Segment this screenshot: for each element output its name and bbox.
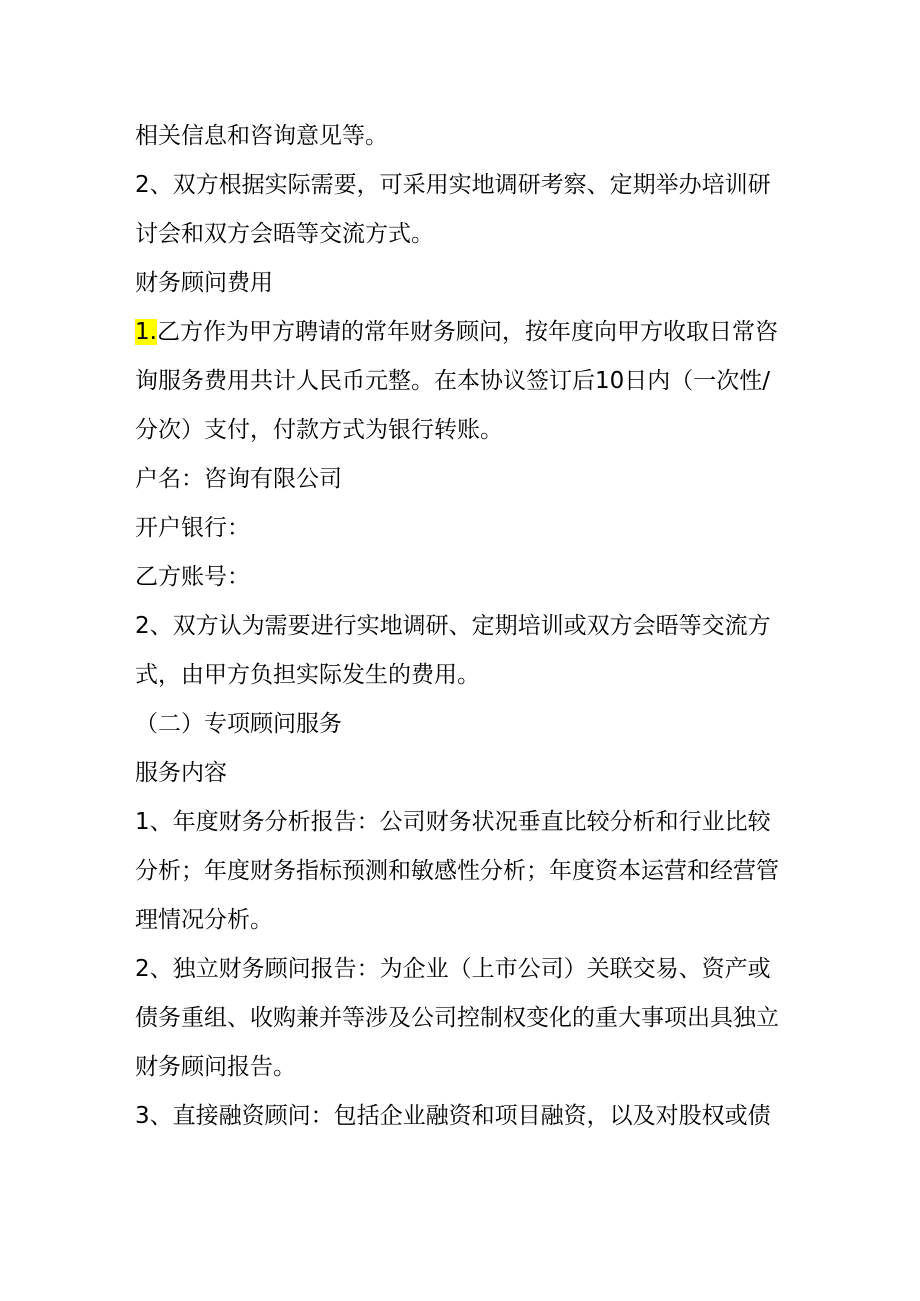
text-line: 2、双方认为需要进行实地调研、定期培训或双方会晤等交流方 [135,613,771,639]
text-line: 2、独立财务顾问报告：为企业（上市公司）关联交易、资产或 [135,956,771,982]
document-body [135,112,795,1141]
highlighted-list-marker: 1. [135,319,157,345]
account-name: 户名：咨询有限公司 [135,466,342,492]
text-line: 债务重组、收购兼并等涉及公司控制权变化的重大事项出具独立 [135,1005,779,1031]
text-line: 财务顾问报告。 [135,1054,296,1080]
text-line: 1、年度财务分析报告：公司财务状况垂直比较分析和行业比较 [135,809,771,835]
text-line [135,308,795,357]
text-line-content: 乙方作为甲方聘请的常年财务顾问，按年度向甲方收取日常咨 [156,319,778,345]
text-line: 相关信息和咨询意见等。 [135,123,388,149]
text-line: 3、直接融资顾问：包括企业融资和项目融资，以及对股权或债 [135,1103,771,1129]
section-heading: （二）专项顾问服务 [135,711,342,737]
text-line: 询服务费用共计人民币元整。在本协议签订后10日内（一次性/ [135,368,771,394]
bank-name: 开户银行： [135,515,250,541]
section-heading: 服务内容 [135,760,227,786]
text-line: 分析；年度财务指标预测和敏感性分析；年度资本运营和经营管 [135,858,779,884]
section-heading: 财务顾问费用 [135,270,273,296]
text-line: 2、双方根据实际需要，可采用实地调研考察、定期举办培训研 [135,172,771,198]
text-line: 理情况分析。 [135,907,273,933]
text-line: 式，由甲方负担实际发生的费用。 [135,662,480,688]
text-line: 分次）支付，付款方式为银行转账。 [135,417,503,443]
account-number: 乙方账号： [135,564,250,590]
text-line: 讨会和双方会晤等交流方式。 [135,221,434,247]
